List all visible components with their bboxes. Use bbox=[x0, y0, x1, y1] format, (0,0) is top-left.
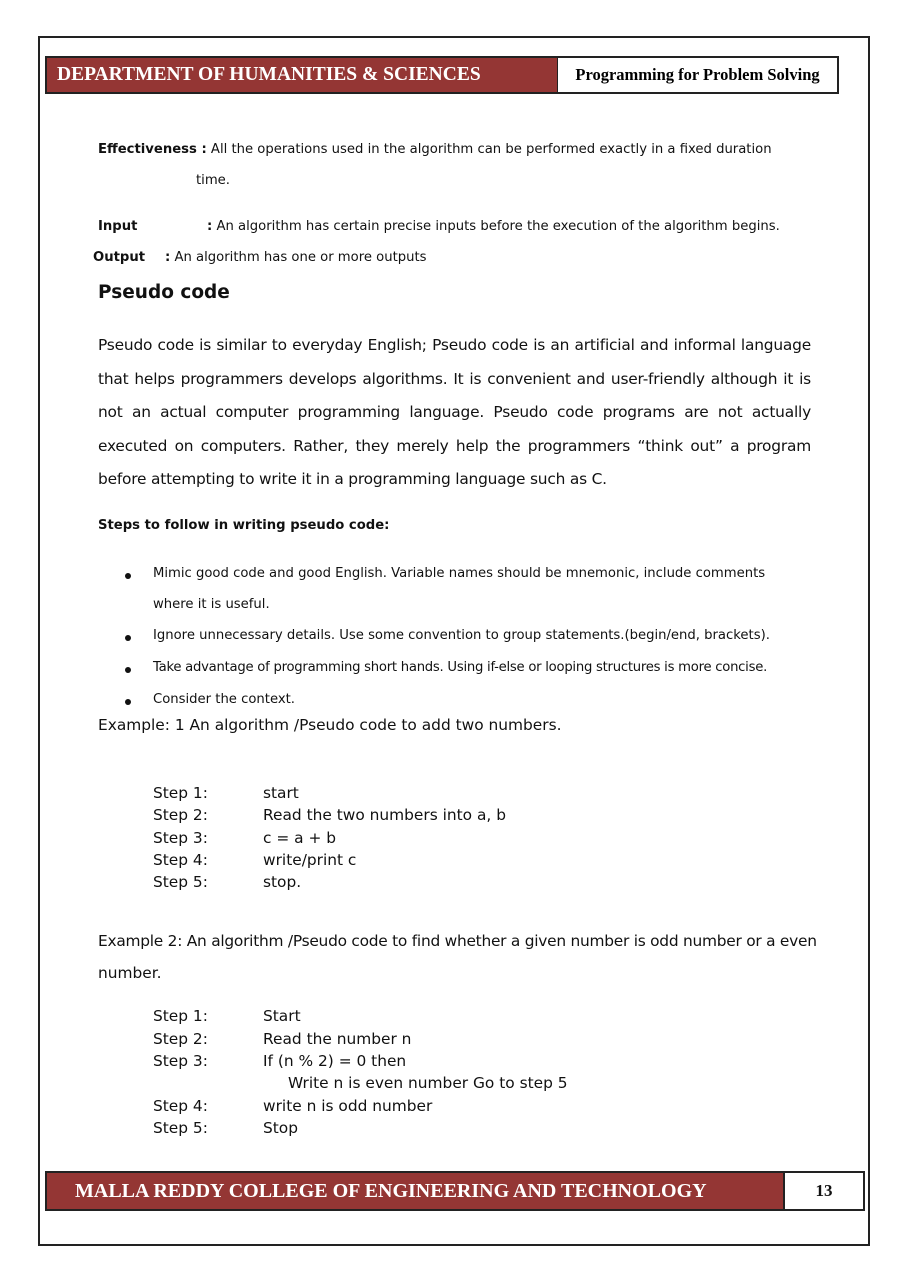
step-text: start bbox=[263, 784, 299, 802]
effectiveness-label: Effectiveness : bbox=[98, 142, 207, 157]
pseudo-code-heading: Pseudo code bbox=[98, 282, 230, 303]
bullet-item-1-continuation: where it is useful. bbox=[153, 597, 270, 612]
step-text: c = a + b bbox=[263, 829, 337, 847]
step-text: stop. bbox=[263, 873, 302, 891]
bullet-item-1: Mimic good code and good English. Variable names should be mnemonic, include comments bbox=[153, 566, 766, 581]
bullet-icon bbox=[125, 699, 133, 707]
page-header bbox=[45, 56, 839, 94]
step-label: Step 5: bbox=[153, 873, 208, 891]
step-text: Stop bbox=[263, 1119, 298, 1137]
step-label: Step 1: bbox=[153, 1007, 208, 1025]
effectiveness-continuation: time. bbox=[196, 173, 230, 188]
output-line bbox=[165, 250, 427, 265]
input-colon: : bbox=[207, 219, 213, 234]
example-2-title: Example 2: An algorithm /Pseudo code to find whether a given number is odd number or a even bbox=[98, 932, 817, 950]
step-label: Step 4: bbox=[153, 851, 208, 869]
output-label: Output bbox=[93, 250, 146, 265]
bullet-item-4: Consider the context. bbox=[153, 692, 295, 707]
input-line bbox=[207, 219, 780, 234]
output-colon: : bbox=[165, 250, 171, 265]
department-title: DEPARTMENT OF HUMANITIES & SCIENCES bbox=[47, 58, 557, 92]
page-footer bbox=[45, 1171, 865, 1211]
step-label: Step 3: bbox=[153, 829, 208, 847]
effectiveness-line bbox=[98, 142, 772, 157]
step-label: Step 1: bbox=[153, 784, 208, 802]
page-number: 13 bbox=[783, 1173, 863, 1209]
step-label: Step 4: bbox=[153, 1097, 208, 1115]
course-title: Programming for Problem Solving bbox=[557, 58, 837, 92]
step-text: Read the two numbers into a, b bbox=[263, 806, 506, 824]
step-text: If (n % 2) = 0 then bbox=[263, 1052, 407, 1070]
step-text-indented: Write n is even number Go to step 5 bbox=[288, 1074, 568, 1092]
bullet-icon bbox=[125, 667, 133, 675]
step-label: Step 2: bbox=[153, 806, 208, 824]
college-name: MALLA REDDY COLLEGE OF ENGINEERING AND TECHNOLOGY bbox=[47, 1173, 783, 1209]
step-text: Start bbox=[263, 1007, 301, 1025]
example-1-title: Example: 1 An algorithm /Pseudo code to add two numbers. bbox=[98, 716, 562, 734]
bullet-item-2: Ignore unnecessary details. Use some convention to group statements.(begin/end, brackets). bbox=[153, 628, 770, 643]
bullet-item-3: Take advantage of programming short hands. Using if-else or looping structures is more concise. bbox=[153, 660, 768, 675]
step-text: write n is odd number bbox=[263, 1097, 433, 1115]
steps-heading: Steps to follow in writing pseudo code: bbox=[98, 518, 390, 533]
effectiveness-text: All the operations used in the algorithm can be performed exactly in a fixed duration bbox=[210, 142, 772, 157]
example-2-title-continuation: number. bbox=[98, 964, 162, 982]
step-label: Step 3: bbox=[153, 1052, 208, 1070]
bullet-icon bbox=[125, 635, 133, 643]
output-text: An algorithm has one or more outputs bbox=[174, 250, 427, 265]
step-text: Read the number n bbox=[263, 1030, 412, 1048]
step-text: write/print c bbox=[263, 851, 357, 869]
pseudo-code-paragraph: Pseudo code is similar to everyday English; Pseudo code is an artificial and informal language that helps programmers develops algorithms. It is convenient and user-friendly although it is not an actual computer programming language. Pseudo code programs are not actually executed on computers. Rather, they merely help the programmers “think out” a program before attempting to write it in a programming language such as C. bbox=[98, 336, 811, 489]
step-label: Step 5: bbox=[153, 1119, 208, 1137]
input-text: An algorithm has certain precise inputs before the execution of the algorithm begins. bbox=[216, 219, 780, 234]
bullet-icon bbox=[125, 573, 133, 581]
input-label: Input bbox=[98, 219, 138, 234]
step-label: Step 2: bbox=[153, 1030, 208, 1048]
